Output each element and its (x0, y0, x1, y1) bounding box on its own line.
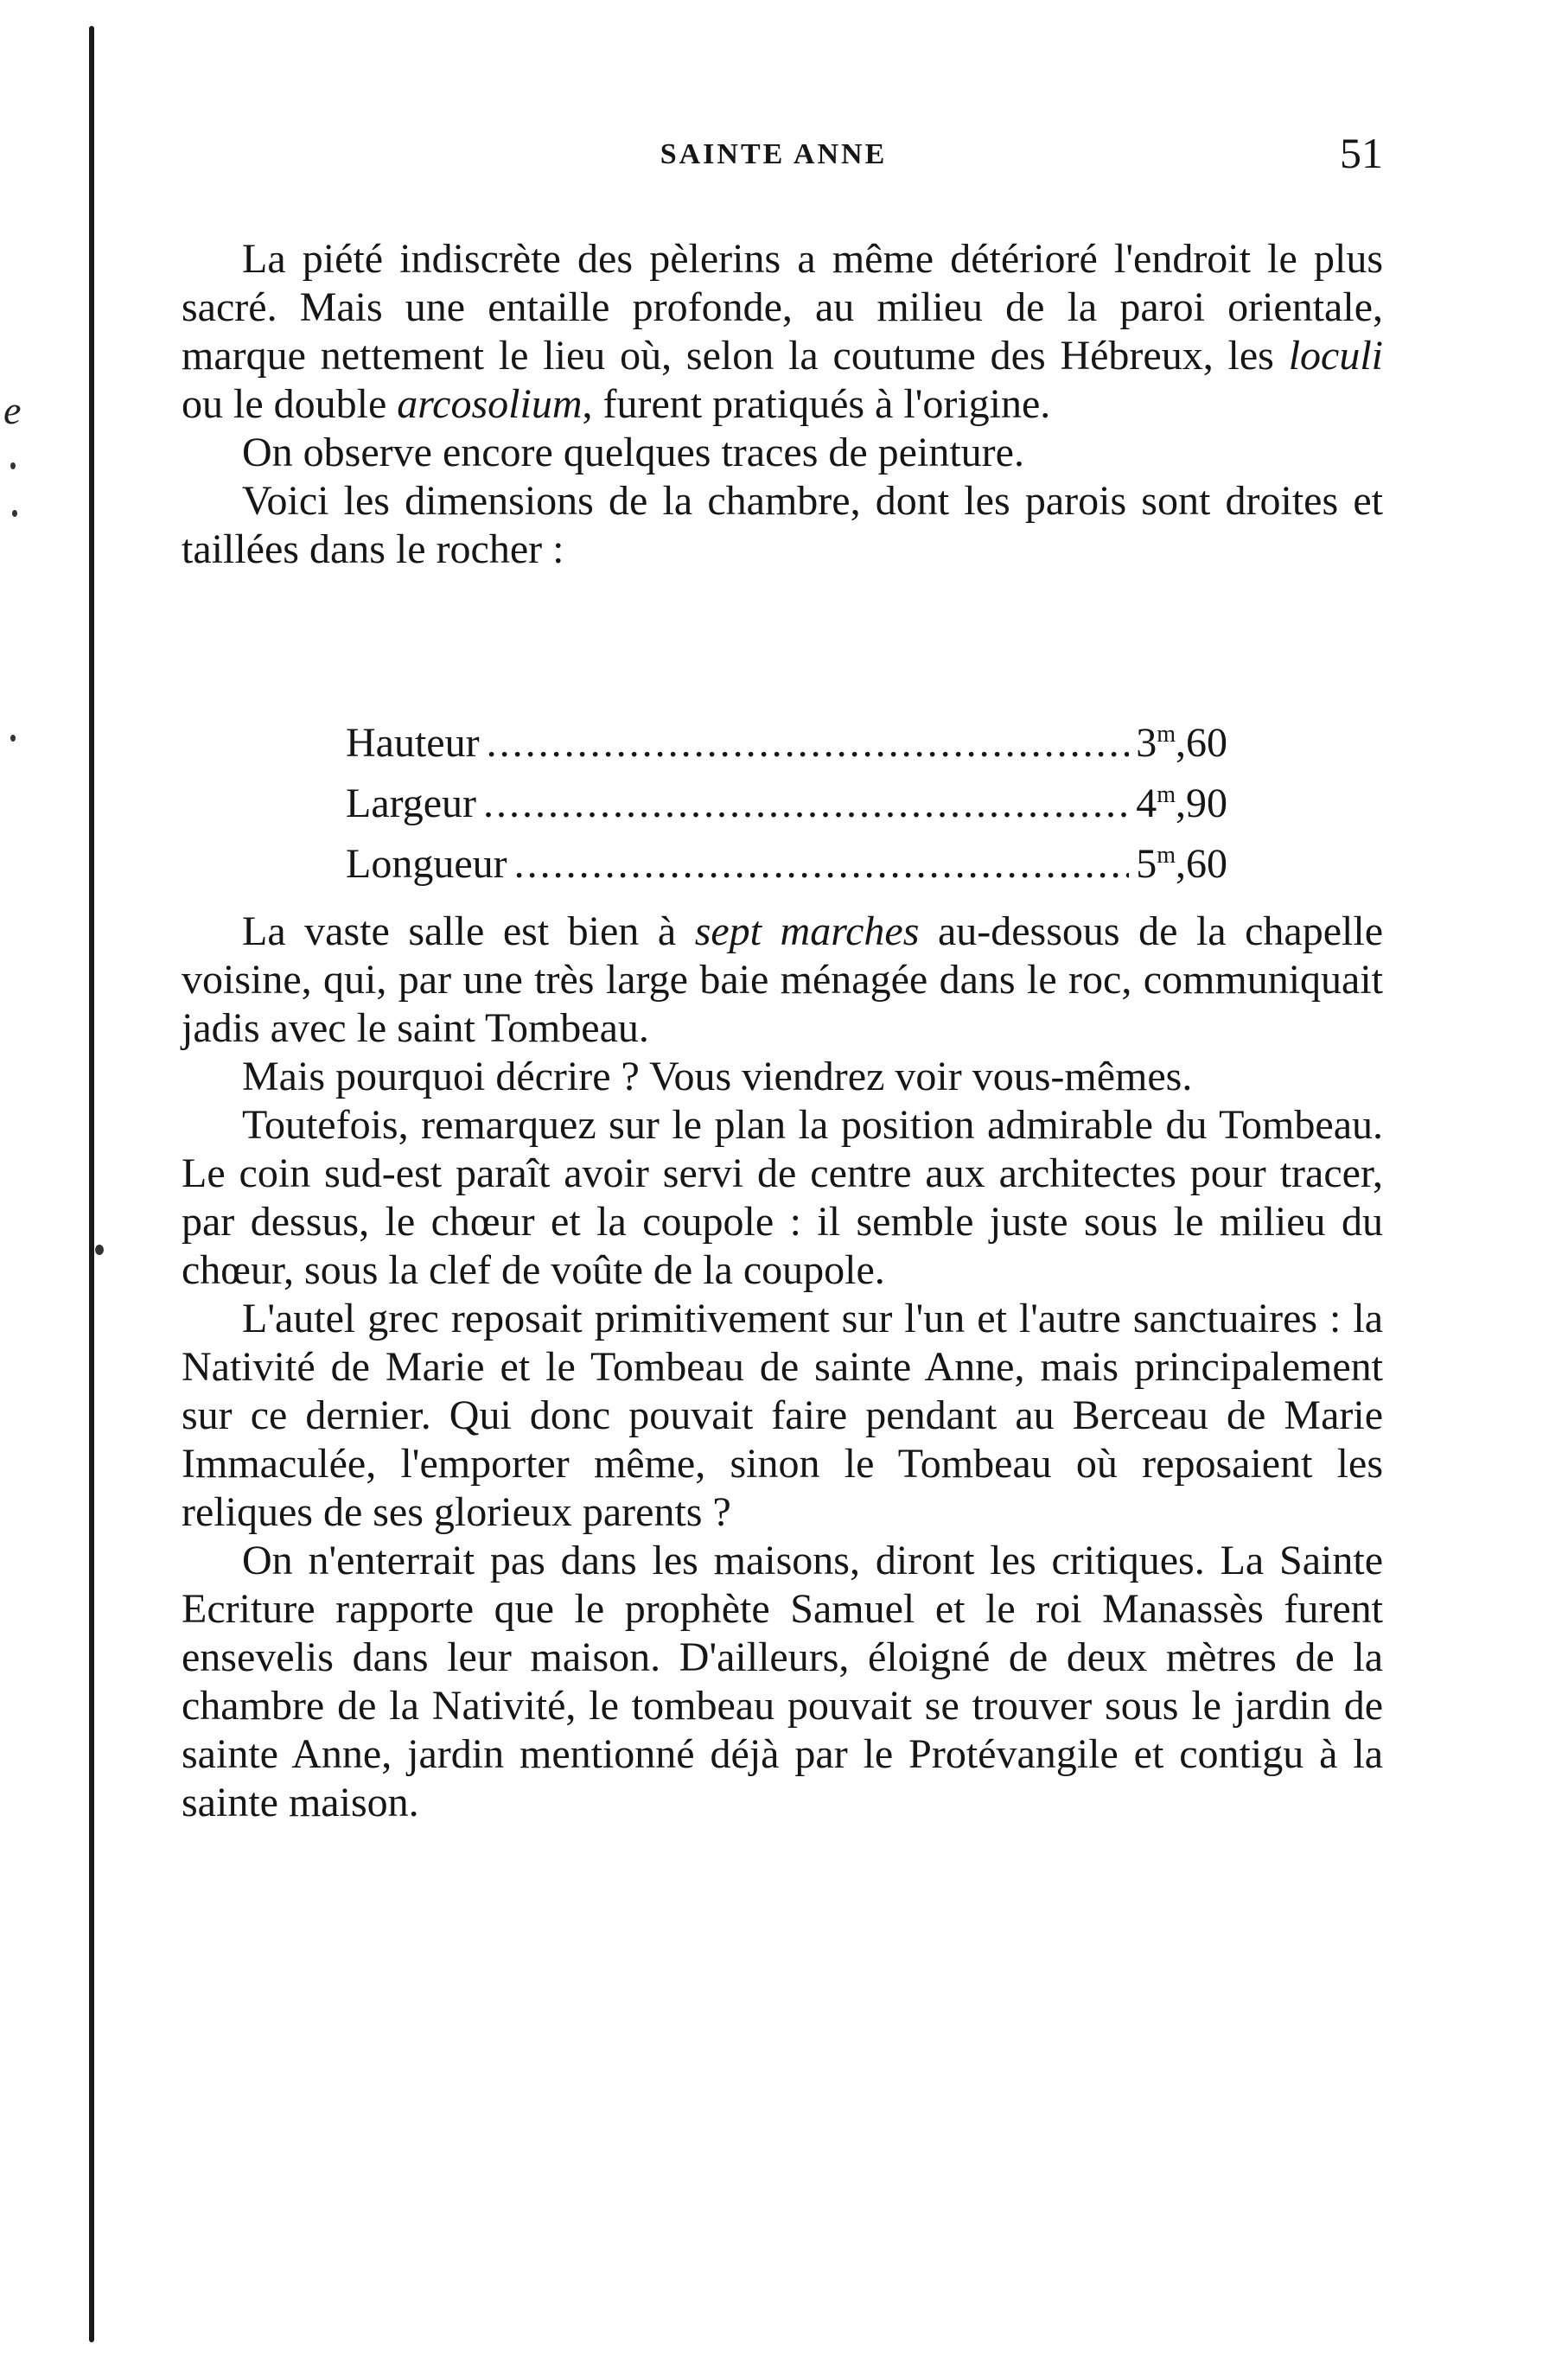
italic-term: loculi (1288, 333, 1383, 379)
dimension-row (346, 830, 1227, 890)
running-title: SAINTE ANNE (660, 138, 888, 170)
dimension-label: Largeur (346, 780, 477, 826)
dimension-label: Longueur (346, 841, 507, 887)
paragraph: On observe encore quelques traces de peinture. (242, 430, 1024, 475)
paragraph: Mais pourquoi décrire ? Vous viendrez voir vous-mêmes. (242, 1054, 1193, 1099)
paragraph: L'autel grec reposait primitivement sur l'un et l'autre sanctuaires : la Nativité de Marie et le Tombeau de sainte Anne, mais principalement sur ce dernier. Qui donc pouvait faire pendant au Berceau de Marie Immaculée, l'emporter même, sinon le Tombeau où reposaient les reliques de ses glorieux parents ? (182, 1296, 1383, 1535)
dimension-value: 3$^m$,60 (1136, 720, 1227, 766)
paragraph: On n'enterrait pas dans les maisons, diront les critiques. La Sainte Ecriture rapporte que le prophète Samuel et le roi Manassès furent ensevelis dans leur maison. D'ailleurs, éloigné de deux mètres de la chambre de la Nativité, le tombeau pouvait se trouver sous le jardin de sainte Anne, jardin mentionné déjà par le Protévangile et contigu à la sainte maison. (182, 1538, 1383, 1825)
paragraph: Voici les dimensions de la chambre, dont les parois sont droites et taillées dans le rocher : (182, 478, 1383, 572)
paragraph: La piété indiscrète des pèlerins a même détérioré l'endroit le plus sacré. Mais une entaille profonde, au milieu de la paroi orientale, marque nettement le lieu où, selon la coutume des Hébreux, les loculi ou le double arcosolium, furent pratiqués à l'origine. (182, 236, 1383, 427)
italic-term: sept marches (694, 908, 920, 954)
margin-speck (95, 1245, 104, 1255)
margin-speck (10, 462, 16, 469)
margin-speck (10, 735, 16, 742)
margin-letter: e (3, 388, 22, 432)
dimension-label: Hauteur (346, 720, 480, 766)
dimension-row (346, 769, 1227, 830)
body-text-bottom (182, 908, 1383, 1827)
body-text-top (182, 235, 1383, 574)
dimensions-table (346, 709, 1227, 890)
margin-speck (12, 510, 17, 517)
paragraph: La vaste salle est bien à sept marches au-dessous de la chapelle voisine, qui, par une très large baie ménagée dans le roc, communiquait jadis avec le saint Tombeau. (182, 908, 1384, 1051)
italic-term: arcosolium (397, 381, 583, 427)
leader-dots (483, 778, 1129, 830)
dimension-row (346, 709, 1227, 769)
paragraph: Toutefois, remarquez sur le plan la position admirable du Tombeau. Le coin sud-est paraît avoir servi de centre aux architectes pour tracer, par dessus, le chœur et la coupole : il semble juste sous le milieu du chœur, sous la clef de voûte de la coupole. (182, 1102, 1383, 1293)
leader-dots (487, 717, 1130, 769)
page-number: 51 (1340, 129, 1383, 177)
dimension-value: 5$^m$,60 (1136, 841, 1227, 887)
page-header (164, 128, 1383, 188)
binding-edge-line (89, 26, 94, 2342)
leader-dots (514, 838, 1130, 890)
dimension-value: 4$^m$,90 (1136, 780, 1227, 826)
